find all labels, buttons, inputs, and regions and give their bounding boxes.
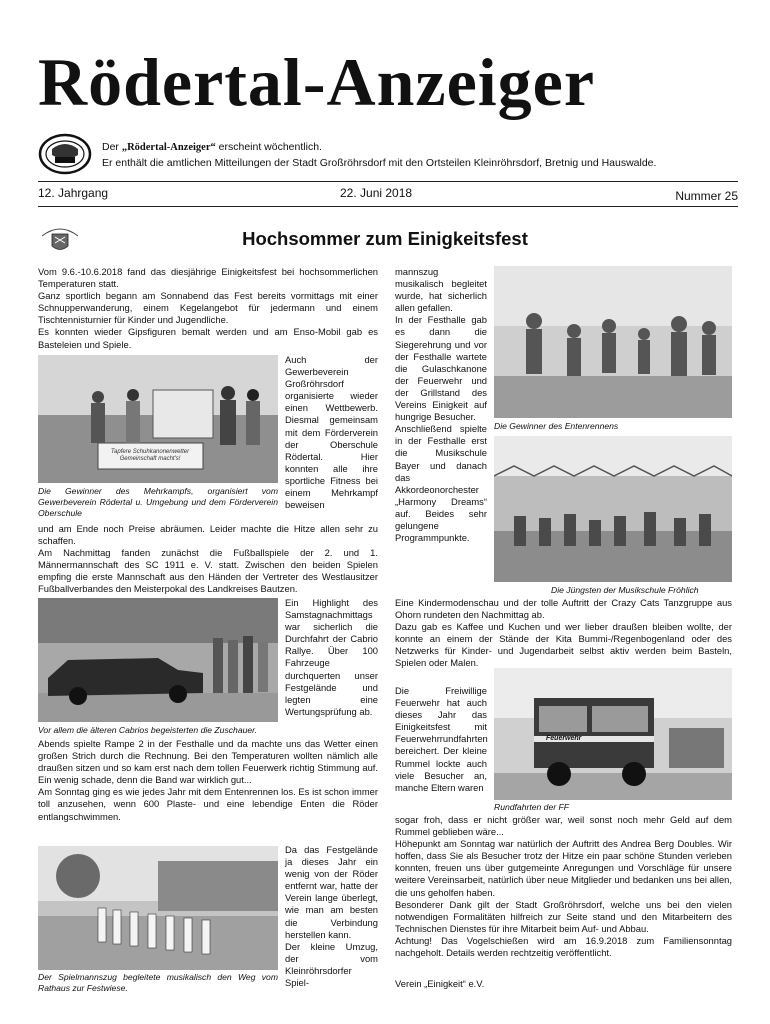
col1-lower (38, 738, 378, 823)
paragraph: Ganz sportlich begann am Sonnabend das Fest bereits vormittags mit einer Schnupperwanderung, einem Kegelangebot für jedermann und einem Tischtennisturnier für Kinder und Jugendliche. (38, 290, 378, 326)
header-rule-top (38, 181, 738, 182)
paragraph: Der kleine Umzug, der vom Kleinröhrsdorfer Spiel- (285, 940, 378, 989)
town-seal-icon (38, 133, 92, 175)
col2-middle (395, 597, 732, 670)
contents-note: Er enthält die amtlichen Mitteilungen der Stadt Großröhrsdorf mit den Ortsteilen Kleinröhrsdorf, Bretnig und Hauswalde. (102, 157, 657, 169)
volume-label: 12. Jahrgang (38, 186, 109, 200)
paragraph: Anschließend spielte in der Festhalle erst die Musikschule Bayer und danach das Akkordeonorchester „Harmony Dreams“ auf. Beides sehr gelungene Programmpunkte. (395, 423, 487, 544)
paragraph: Da das Festgelände ja dieses Jahr ein wenig von der Röder entfernt war, hatte der Verein lange überlegt, wie man am besten die Verbindung herstellen kann. (285, 844, 378, 940)
paragraph: Vom 9.6.-10.6.2018 fand das diesjährige Einigkeitsfest bei hochsommerlichen Temperaturen statt. (38, 266, 378, 290)
paragraph: Es konnten wieder Gipsfiguren bemalt werden und am Enso-Mobil gab es Basteleien und Spiele. (38, 326, 378, 350)
col2-block-feuerwehr: Die Freiwillige Feuerwehr hat auch dieses Jahr das Einigkeitsfest mit Feuerwehrrundfahrten bereichert. Der kleine Rummel lockte auch viele Besucher an, manche Eltern waren (395, 685, 488, 793)
paragraph: Höhepunkt am Sonntag war natürlich der Auftritt des Andrea Berg Doubles. Wir hoffen, dass Sie als Besucher trotz der Hitze ein paar schöne Stunden verleben konnten, freuen uns über gutgemeinte Anregungen und Vorschläge für unsere weitere Vereinsarbeit, natürlich über neue Mitglieder und bedanken uns bei allen, die uns geholfen haben. (395, 838, 732, 898)
paragraph: Am Nachmittag fanden zunächst die Fußballspiele der 2. und 1. Männermannschaft des SC 1911 e. V. statt. Zwischen den beiden Spielen empfing die erste Mannschaft aus den Händen der Vertreter des Westlausitzer Fußballverbandes den Meisterpokal des Landkreises Bautzen. (38, 547, 378, 595)
paragraph: Achtung! Das Vogelschießen wird am 16.9.2018 zum Familiensonntag nachgeholt. Details werden rechtzeitig veröffentlicht. (395, 934, 732, 959)
caption-feuerwehr: Rundfahrten der FF (494, 802, 569, 812)
issue-date: 22. Juni 2018 (340, 186, 413, 200)
photo-fire-truck (494, 668, 732, 800)
article-headline: Hochsommer zum Einigkeitsfest (242, 228, 528, 249)
paragraph: und am Ende noch Preise abräumen. Leider machte die Hitze allen sehr zu schaffen. (38, 523, 378, 547)
col2-lower (395, 814, 732, 959)
banner-text: Tapfere Schuhkanonenwetter Gemeinschaft macht's! (110, 449, 190, 462)
paragraph: Am Sonntag ging es wie jedes Jahr mit dem Entenrennen los. Es ist schon immer toll anzusehen, wenn 600 Plaste- und eine lebendige Enten die Röder entlangschwimmen. (38, 786, 378, 822)
col1-middle (38, 523, 378, 596)
caption-musikschule: Die Jüngsten der Musikschule Fröhlich (551, 585, 699, 595)
caption-cabrios: Vor allem die älteren Cabrios begeisterten die Zuschauer. (38, 725, 258, 735)
paragraph: Dazu gab es Kaffee und Kuchen und wer lieber draußen bleiben wollte, der konnte an einem der Stände der Kita Bummi-/Regenbogenland oder des Netzwerks für Kinder- und Jugendarbeit selbst aktiv werden beim Basteln, Spielen oder Malen. (395, 621, 732, 669)
frequency-note: Der „Rödertal-Anzeiger“ erscheint wöchentlich. (102, 141, 322, 153)
paragraph: Eine Kindermodenschau und der tolle Auftritt der Crazy Cats Tanzgruppe aus Ohorn rundeten den Nachmittag ab. (395, 597, 732, 621)
paragraph: mannszug musikalisch begleitet wurde, hat sicherlich allen gefallen. (395, 266, 487, 314)
caption-entenrennen: Die Gewinner des Entenrennens (494, 421, 619, 431)
photo-cabrio-rally (38, 598, 278, 722)
paragraph: Abends spielte Rampe 2 in der Festhalle und da machte uns das Wetter einen großen Strich durch die Rechnung. Bei den Temperaturen wollten nämlich alle draußen sitzen und so kam erst nach dem tollen Feuerwerk richtig Stimmung auf. Ein wenig schade, denn die Band war wirklich gut... (38, 738, 378, 786)
col1-block-gewerbeverein: Auch der Gewerbeverein Großröhrsdorf organisierte wieder einen Wettbewerb. Diesmal gemeinsam mit dem Förderverein der Oberschule Rödertal. Hier konnten alle ihre sportliche Fitness bei einem Mehrkampf beweisen (285, 354, 378, 511)
signature: Verein „Einigkeit“ e.V. (395, 978, 485, 989)
col1-intro (38, 266, 378, 351)
photo-marching-band (38, 846, 278, 970)
paragraph: sogar froh, dass er nicht größer war, weil sonst noch mehr Geld auf dem Rummel geblieben wäre... (395, 814, 732, 838)
caption-spielmannszug: Der Spielmannszug begleitete musikalisch den Weg vom Rathaus zur Festwiese. (38, 972, 278, 993)
col2-block-top (395, 266, 487, 544)
col1-block-festgelaende (285, 844, 378, 989)
truck-label: Feuerwehr (546, 735, 582, 742)
photo-mehrkampf-winners (38, 355, 278, 483)
masthead-title: Rödertal-Anzeiger (38, 44, 596, 120)
header-rule-bottom (38, 206, 738, 207)
photo-music-school (494, 436, 732, 582)
paragraph: Besonderer Dank gilt der Stadt Großröhrsdorf, welche uns bei den vielen notwendigen Formalitäten hilfreich zur Seite stand und den Mitarbeitern des Technischen Dienstes für ihre Mitarbeit beim Auf- und Abbau. (395, 898, 732, 934)
paragraph: In der Festhalle gab es dann die Siegerehrung und vor der Festhalle wartete die Gulaschkanone der Feuerwehr und der Grillstand des Vereins Einigkeit auf hungrige Besucher. (395, 314, 487, 423)
issue-number: Nummer 25 (675, 189, 738, 203)
caption-mehrkampf: Die Gewinner des Mehrkampfs, organisiert vom Gewerbeverein Rödertal u. Umgebung und dem Förderverein Oberschule (38, 486, 278, 518)
col1-block-cabrio: Ein Highlight des Samstagnachmittags war sicherlich die Durchfahrt der Cabrio Rallye. Über 100 Fahrzeuge durchquerten unser Festgelände und legten eine Wertungsprüfung ab. (285, 597, 378, 717)
photo-duck-race-winners (494, 266, 732, 418)
